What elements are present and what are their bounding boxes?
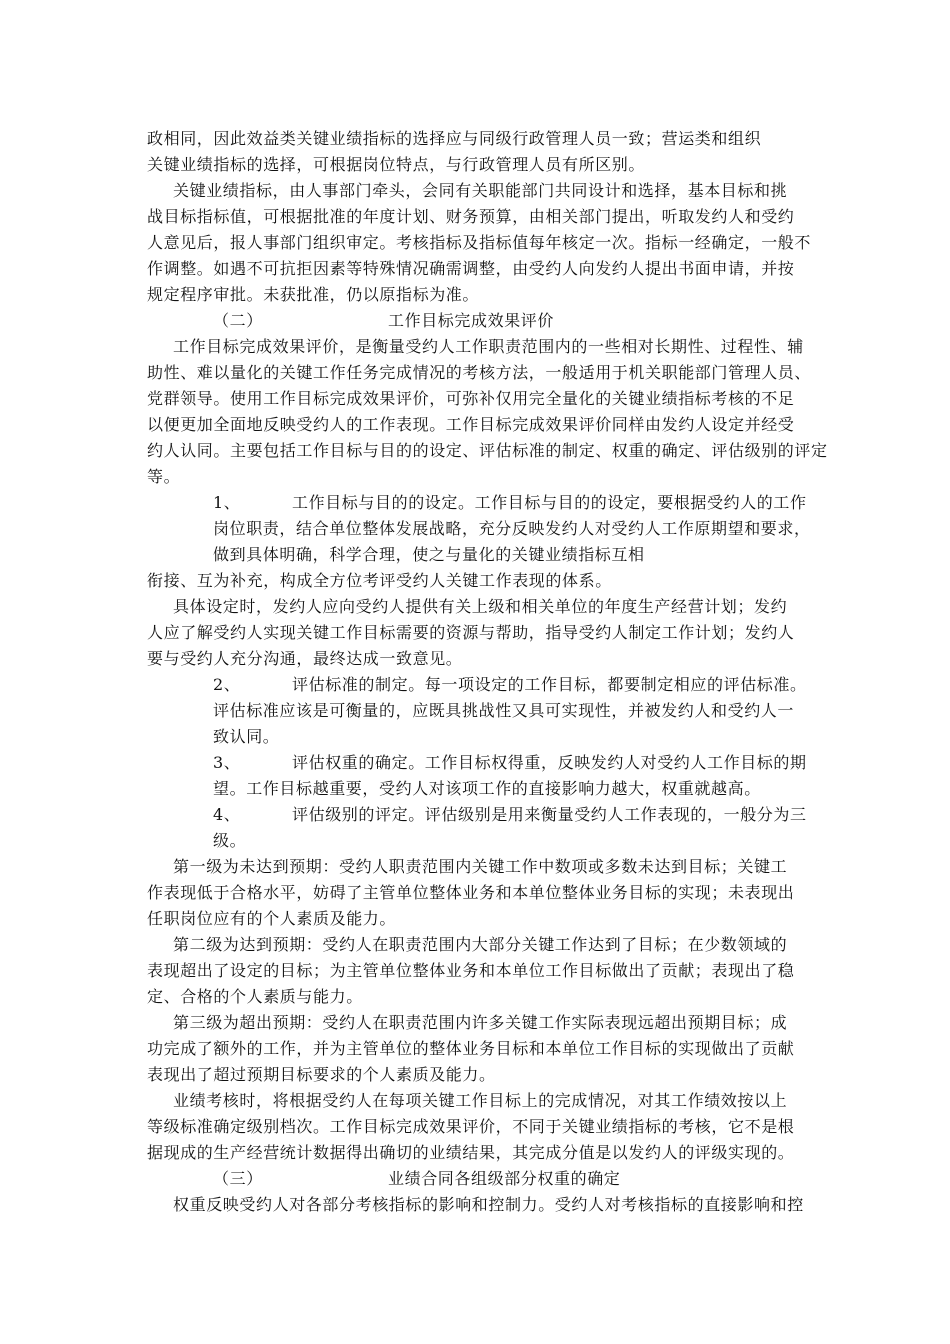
text-line: 作调整。如遇不可抗拒因素等特殊情况确需调整，由受约人向发约人提出书面申请，并按	[147, 259, 795, 278]
list-item-number: 1、	[213, 493, 241, 512]
text-line: 关键业绩指标的选择，可根据岗位特点，与行政管理人员有所区别。	[147, 155, 646, 174]
list-item-text: 评估权重的确定。工作目标权得重，反映发约人对受约人工作目标的期	[292, 753, 807, 772]
text-line: 以便更加全面地反映受约人的工作表现。工作目标完成效果评价同样由发约人设定并经受	[147, 415, 795, 434]
list-item-text: 做到具体明确，科学合理，使之与量化的关键业绩指标互相	[213, 545, 645, 564]
text-line: 助性、难以量化的关键工作任务完成情况的考核方法，一般适用于机关职能部门管理人员、	[147, 363, 812, 382]
paragraph-first-line: 第三级为超出预期：受约人在职责范围内许多关键工作实际表现远超出预期目标；成	[173, 1013, 788, 1032]
list-item-text: 岗位职责，结合单位整体发展战略，充分反映发约人对受约人工作原期望和要求，	[213, 519, 811, 538]
section-heading: 业绩合同各组级部分权重的确定	[388, 1169, 621, 1188]
text-line: 规定程序审批。未获批准，仍以原指标为准。	[147, 285, 480, 304]
text-line: 作表现低于合格水平，妨碍了主管单位整体业务和本单位整体业务目标的实现；未表现出	[147, 883, 795, 902]
paragraph-first-line: 第二级为达到预期：受约人在职责范围内大部分关键工作达到了目标；在少数领域的	[173, 935, 788, 954]
paragraph-first-line: 具体设定时，发约人应向受约人提供有关上级和相关单位的年度生产经营计划；发约	[173, 597, 788, 616]
list-item-number: 4、	[213, 805, 241, 824]
section-number: （三）	[213, 1169, 263, 1188]
paragraph-first-line: 业绩考核时，将根据受约人在每项关键工作目标上的完成情况，对其工作绩效按以上	[173, 1091, 788, 1110]
list-item-text: 工作目标与目的的设定。工作目标与目的的设定，要根据受约人的工作	[292, 493, 807, 512]
paragraph-first-line: 工作目标完成效果评价，是衡量受约人工作职责范围内的一些相对长期性、过程性、辅	[173, 337, 804, 356]
text-line: 约人认同。主要包括工作目标与目的的设定、评估标准的制定、权重的确定、评估级别的评定	[147, 441, 828, 460]
text-line: 人应了解受约人实现关键工作目标需要的资源与帮助，指导受约人制定工作计划；发约人	[147, 623, 795, 642]
text-line: 等级标准确定级别档次。工作目标完成效果评价，不同于关键业绩指标的考核，它不是根	[147, 1117, 795, 1136]
list-item-text: 望。工作目标越重要，受约人对该项工作的直接影响力越大，权重就越高。	[213, 779, 761, 798]
text-line: 功完成了额外的工作，并为主管单位的整体业务目标和本单位工作目标的实现做出了贡献	[147, 1039, 795, 1058]
paragraph-first-line: 权重反映受约人对各部分考核指标的影响和控制力。受约人对考核指标的直接影响和控	[173, 1195, 804, 1214]
paragraph-first-line: 关键业绩指标，由人事部门牵头，会同有关职能部门共同设计和选择，基本目标和挑	[173, 181, 788, 200]
text-line: 等。	[147, 467, 181, 486]
text-line: 党群领导。使用工作目标完成效果评价，可弥补仅用完全量化的关键业绩指标考核的不足	[147, 389, 795, 408]
paragraph-first-line: 第一级为未达到预期：受约人职责范围内关键工作中数项或多数未达到目标；关键工	[173, 857, 788, 876]
text-line: 定、合格的个人素质与能力。	[147, 987, 363, 1006]
list-item-text: 致认同。	[213, 727, 280, 746]
text-line: 据现成的生产经营统计数据得出确切的业绩结果，其完成分值是以发约人的评级实现的。	[147, 1143, 795, 1162]
text-line: 要与受约人充分沟通，最终达成一致意见。	[147, 649, 463, 668]
list-item-text: 评估标准应该是可衡量的，应既具挑战性又具可实现性，并被发约人和受约人一	[213, 701, 795, 720]
text-line: 政相同，因此效益类关键业绩指标的选择应与同级行政管理人员一致；营运类和组织	[147, 129, 762, 148]
text-line: 任职岗位应有的个人素质及能力。	[147, 909, 397, 928]
text-line: 战目标指标值，可根据批准的年度计划、财务预算，由相关部门提出，听取发约人和受约	[147, 207, 795, 226]
list-item-text: 级。	[213, 831, 247, 850]
list-item-number: 3、	[213, 753, 241, 772]
list-item-text: 评估标准的制定。每一项设定的工作目标，都要制定相应的评估标准。	[292, 675, 807, 694]
text-line: 表现超出了设定的目标；为主管单位整体业务和本单位工作目标做出了贡献；表现出了稳	[147, 961, 795, 980]
section-heading: 工作目标完成效果评价	[388, 311, 555, 330]
text-line: 表现出了超过预期目标要求的个人素质及能力。	[147, 1065, 496, 1084]
list-item-text: 评估级别的评定。评估级别是用来衡量受约人工作表现的，一般分为三	[292, 805, 807, 824]
text-line: 衔接、互为补充，构成全方位考评受约人关键工作表现的体系。	[147, 571, 612, 590]
text-line: 人意见后，报人事部门组织审定。考核指标及指标值每年核定一次。指标一经确定，一般不	[147, 233, 812, 252]
list-item-number: 2、	[213, 675, 241, 694]
section-number: （二）	[213, 311, 263, 330]
